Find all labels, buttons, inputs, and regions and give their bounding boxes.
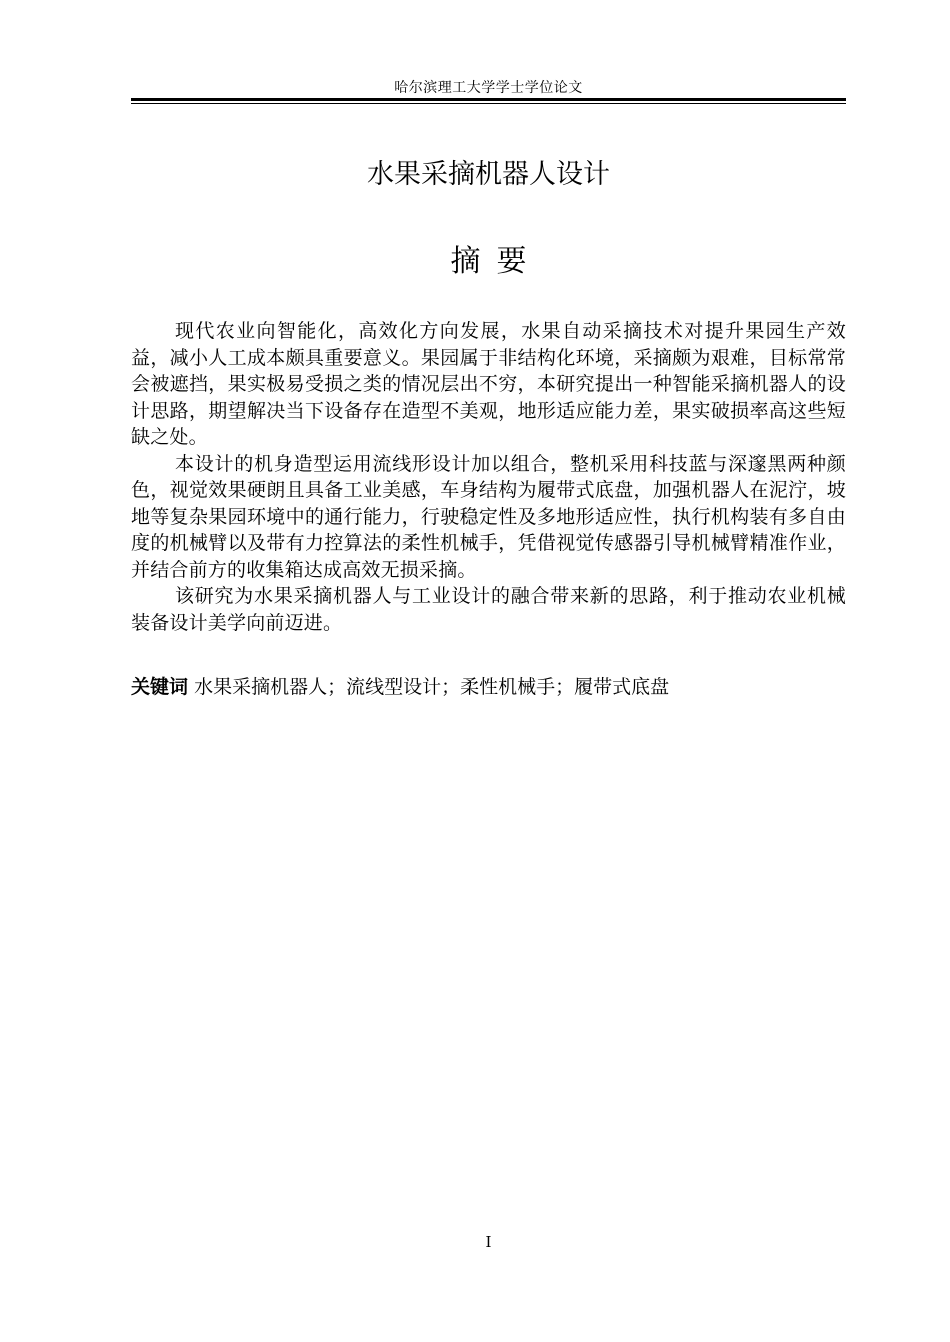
page-number: I [485,1233,492,1251]
abstract-body [131,318,846,636]
keywords-line [131,674,846,700]
header-rule-thick [131,98,846,101]
abstract-heading: 摘要 [450,244,543,279]
keywords-text: 水果采摘机器人；流线型设计；柔性机械手；履带式底盘 [194,676,670,698]
header-rule-thin [131,103,846,104]
document-title: 水果采摘机器人设计 [367,159,610,190]
keywords-label: 关键词 [131,676,189,698]
running-header: 哈尔滨理工大学学士学位论文 [394,80,583,96]
abstract-paragraph-1: 现代农业向智能化，高效化方向发展，水果自动采摘技术对提升果园生产效益，减小人工成本颇具重要意义。果园属于非结构化环境，采摘颇为艰难，目标常常会被遮挡，果实极易受损之类的情况层出不穷，本研究提出一种智能采摘机器人的设计思路，期望解决当下设备存在造型不美观，地形适应能力差，果实破损率高这些短缺之处。 [131,320,846,448]
abstract-paragraph-3: 该研究为水果采摘机器人与工业设计的融合带来新的思路，利于推动农业机械装备设计美学向前迈进。 [131,585,846,634]
abstract-paragraph-2: 本设计的机身造型运用流线形设计加以组合，整机采用科技蓝与深邃黑两种颜色，视觉效果硬朗且具备工业美感，车身结构为履带式底盘，加强机器人在泥泞，坡地等复杂果园环境中的通行能力，行驶稳定性及多地形适应性，执行机构装有多自由度的机械臂以及带有力控算法的柔性机械手，凭借视觉传感器引导机械臂精准作业，并结合前方的收集箱达成高效无损采摘。 [131,452,846,581]
